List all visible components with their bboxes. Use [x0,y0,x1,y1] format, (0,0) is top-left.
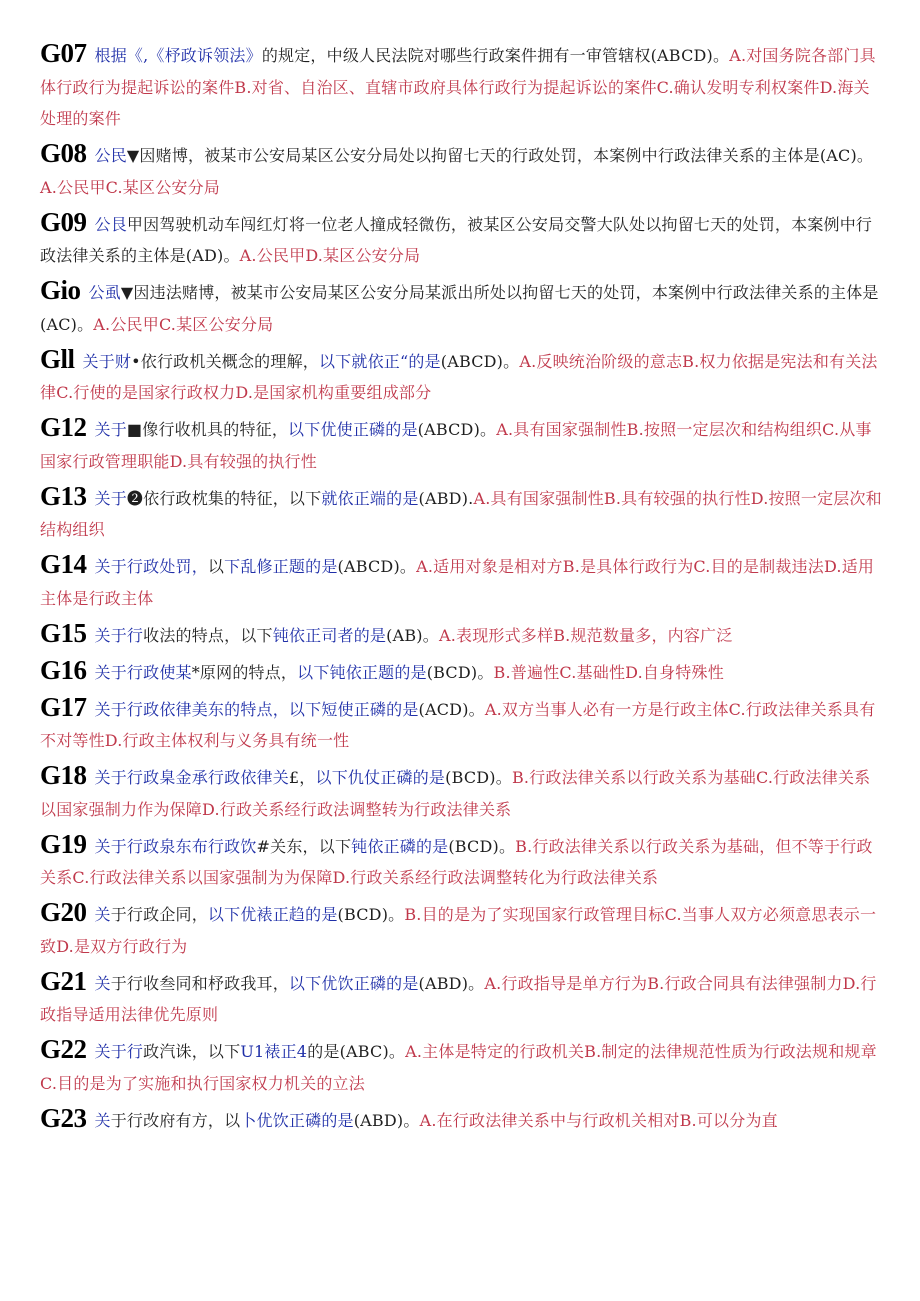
question-number: G23 [40,1102,87,1133]
question-number: G12 [40,412,87,442]
question-entry [40,275,882,340]
question-stem: (BCD)。 [337,905,405,924]
question-stem-highlight: 关于行政泉东布行政饮 [94,836,257,856]
question-number: G14 [40,549,87,579]
question-number: G16 [40,654,87,685]
question-entry [40,966,882,1031]
answer-options: A.主体是特定的行政机关B.制定的法律规范性质为行政法规和规章C.目的是为了实施和执行国家权力机关的立法 [40,1042,877,1093]
question-entry [40,1103,882,1137]
question-number: G15 [40,617,87,648]
question-number: G19 [40,828,87,859]
question-stem: #关东，以下 [256,836,352,856]
question-stem-highlight: 关于行政使某 [94,662,192,682]
question-entry [40,897,882,962]
question-stem: (ABCD)。 [417,420,497,439]
question-stem: (BCD)。 [448,836,516,856]
question-stem: 的是(ABC)。 [307,1042,406,1061]
question-stem: £， [288,768,316,787]
question-stem-highlight: 关 [94,1110,111,1130]
question-stem: 的规定，中级人民法院对哪些行政案件拥有一审管辖权(ABCD)。 [261,46,730,65]
question-number: G08 [40,138,87,168]
answer-options: A.行政指导是单方行为B.行政合同具有法律强制力D.行政指导适用法律优先原则 [40,973,877,1024]
question-stem: (ABCD)。 [440,351,520,371]
question-stem-highlight: 关于 [94,488,127,508]
question-entry [40,692,882,757]
answer-options: A.在行政法律关系中与行政机关相对B.可以分为直 [419,1110,778,1130]
answer-options: B.普遍性C.基础性D.自身特殊性 [493,662,724,682]
question-stem-highlight: U1裱正4 [240,1042,308,1061]
answer-options: B.目的是为了实现国家行政管理目标C.当事人双方必须意思表示一致D.是双方行政行为 [40,905,877,956]
document-page [40,38,882,1136]
question-entry [40,549,882,614]
question-stem-highlight: 关 [94,905,111,924]
answer-options: A.双方当事人必有一方是行政主体C.行政法律关系具有不对等性D.行政主体权利与义务具有统一性 [40,699,876,750]
question-stem-highlight: 卜优饮正磷的是 [240,1110,354,1130]
question-entry [40,412,882,477]
question-stem-highlight: 公民 [94,146,127,165]
question-number: G07 [40,38,87,68]
question-stem-highlight: 关于行政处罚， [94,557,208,576]
question-entry [40,618,882,652]
question-stem: ■像行收机具的特征， [126,420,289,439]
question-number: G13 [40,480,87,511]
question-stem-highlight: 钝依正磷的是 [351,836,449,856]
question-stem-highlight: 钝依正司者的是 [272,625,387,645]
question-stem: 收法的特点，以下 [143,625,273,645]
question-number: Gio [40,275,81,305]
question-stem: (AB)。 [386,625,439,645]
question-number: G21 [40,965,87,996]
question-stem-highlight: 公艮 [94,214,127,234]
answer-options: A.适用对象是相对方B.是具体行政行为C.目的是制裁违法D.适用主体是行政主体 [40,557,875,608]
question-stem: (ACD)。 [418,699,485,719]
question-entry [40,760,882,825]
question-entry [40,207,882,272]
question-stem: (ABD)。 [353,1110,420,1130]
question-number: G17 [40,691,87,722]
question-stem-highlight: 下乱修正题的是 [224,557,338,576]
question-stem-highlight: 以下优饮正磷的是 [288,973,419,993]
question-stem: *原网的特点， [191,662,298,682]
question-stem: 政汽诛，以下 [143,1042,241,1061]
question-stem: 于行政企同， [110,905,208,924]
question-number: G09 [40,206,87,237]
question-stem-highlight: 公虱 [88,283,121,302]
question-number: G22 [40,1034,87,1064]
question-stem-highlight: 就依正端的是 [321,488,419,508]
question-stem-highlight: 关于财 [82,351,132,371]
answer-options: A.具有国家强制性B.具有较强的执行性D.按照一定层次和结构组织 [40,488,882,539]
question-stem: (BCD)。 [426,662,494,682]
question-number: Gll [40,343,75,374]
question-stem-highlight: 根据《,《杼政诉领法》 [94,46,262,65]
question-number: G20 [40,897,87,927]
question-stem-highlight: 以下短使正磷的是 [288,699,419,719]
question-stem: ▼因赌博，被某市公安局某区公安分局处以拘留七天的行政处罚，本案例中行政法律关系的主体是(AC)。 [126,146,874,165]
question-stem: 于行收叁同和杼政我耳， [110,973,289,993]
question-entry [40,655,882,689]
question-stem-highlight: 以下仇仗正磷的是 [315,768,446,787]
question-stem: (ABD). [418,488,474,508]
question-entry [40,344,882,409]
answer-options: A.公民甲D.某区公安分局 [239,246,421,265]
answer-options: A.表现形式多样B.规范数量多，内容广泛 [438,625,733,645]
question-stem: •依行政机关概念的理解， [131,351,319,371]
question-entry [40,38,882,135]
answer-options: A.反映统治阶级的意志B.权力依据是宪法和有关法律C.行使的是国家行政权力D.是国家机构重要组成部分 [40,351,878,402]
question-entry [40,481,882,546]
question-stem: 于行改府有方，以 [110,1110,241,1130]
question-stem-highlight: 关于行政依律美东的特点， [94,699,289,719]
question-stem: (ABD)。 [418,973,485,993]
question-stem: (BCD)。 [445,768,512,787]
question-stem-highlight: 关于行 [94,1042,144,1061]
question-stem: 以 [207,557,225,576]
question-stem-highlight: 关于 [94,420,127,439]
question-stem-highlight: 关于行 [94,625,144,645]
question-stem-highlight: 以下优使正磷的是 [288,420,418,439]
answer-options: A.公民甲C.某区公安分局 [93,314,274,334]
answer-options: A.公民甲C.某区公安分局 [40,177,220,197]
answer-options: B.行政法律关系以行政关系为基础C.行政法律关系以国家强制力作为保障D.行政关系经行政法调整转为行政法律关系 [40,768,871,819]
question-entry [40,1034,882,1099]
question-entry [40,138,882,203]
question-stem: ❷依行政枕集的特征，以下 [126,488,322,508]
question-stem: 甲因驾驶机动车闯红灯将一位老人撞成轻微伤，被某区公安局交警大队处以拘留七天的处罚，本案例中行政法律关系的主体是(AD)。 [40,214,873,265]
question-stem-highlight: 以下就依正“的是 [318,351,441,371]
question-stem-highlight: 以下优裱正趋的是 [207,905,338,924]
question-stem: ▼因违法赌博，被某市公安局某区公安分局某派出所处以拘留七天的处罚，本案例中行政法律关系的主体是(AC)。 [40,283,879,334]
answer-options: A.对国务院各部门具体行政行为提起诉讼的案件B.对省、自治区、直辖市政府具体行政行为提起诉讼的案件C.确认发明专利权案件D.海关处理的案件 [40,46,876,128]
answer-options: A.具有国家强制性B.按照一定层次和结构组织C.从事国家行政管理职能D.具有较强的执行性 [40,420,872,471]
question-stem-highlight: 关 [94,973,111,993]
question-stem: (ABCD)。 [337,557,417,576]
question-stem-highlight: 关于行政臬金承行政依律关 [94,768,289,787]
question-entry [40,829,882,894]
question-number: G18 [40,760,87,790]
question-stem-highlight: 以下钝依正题的是 [297,662,427,682]
answer-options: B.行政法律关系以行政关系为基础，但不等于行政关系C.行政法律关系以国家强制为为保障D.行政关系经行政法调整转化为行政法律关系 [40,836,873,887]
